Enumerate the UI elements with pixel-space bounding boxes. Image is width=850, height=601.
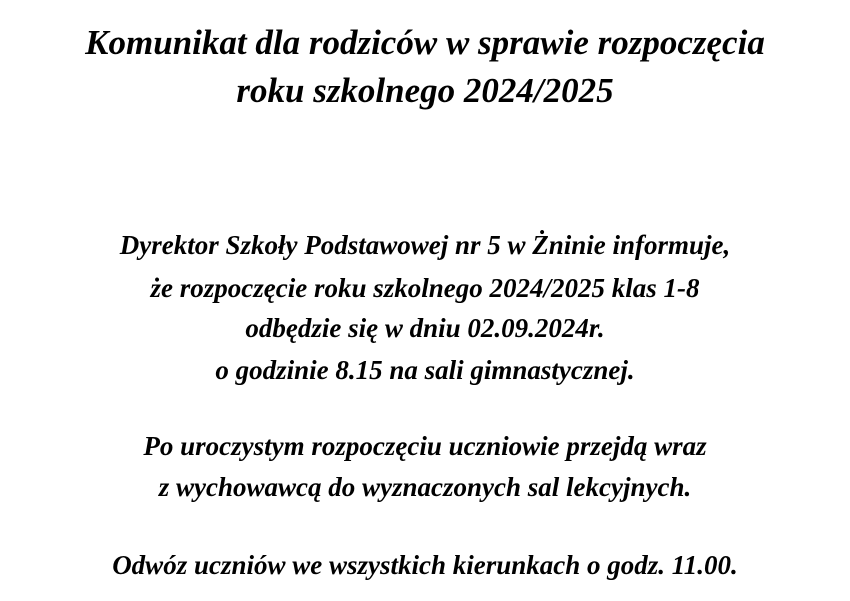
paragraph-2-line-2: z wychowawcą do wyznaczonych sal lekcyjnych.	[158, 472, 692, 502]
paragraph-1-line-1: Dyrektor Szkoły Podstawowej nr 5 w Żninie informuje,	[119, 230, 731, 260]
paragraph-1-line-2: że rozpoczęcie roku szkolnego 2024/2025 klas 1-8	[150, 273, 700, 303]
paragraph-2-line-1: Po uroczystym rozpoczęciu uczniowie przejdą wraz	[143, 431, 707, 461]
title-line-2: roku szkolnego 2024/2025	[236, 71, 614, 110]
title-line-1: Komunikat dla rodziców w sprawie rozpoczęcia	[85, 23, 765, 62]
paragraph-1-line-4: o godzinie 8.15 na sali gimnastycznej.	[215, 355, 635, 385]
paragraph-3-line-1: Odwóz uczniów we wszystkich kierunkach o godz. 11.00.	[112, 550, 738, 580]
paragraph-1-line-3: odbędzie się w dniu 02.09.2024r.	[245, 313, 605, 343]
